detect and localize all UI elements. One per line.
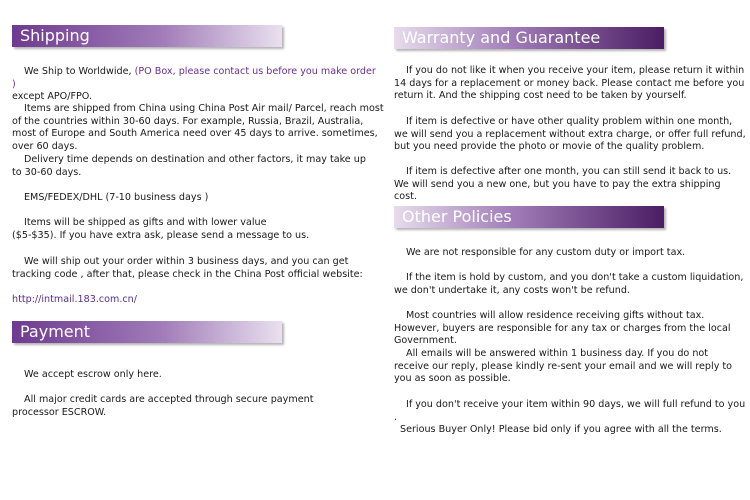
payment-paragraph-2: All major credit cards are accepted through secure payment processor ESCROW. [12, 394, 314, 418]
warranty-paragraph-3: If item is defective after one month, you can still send it back to us. We will send you a new one, but you have to pay the extra shipping cost. [394, 166, 732, 203]
policies-paragraph-6: Serious Buyer Only! Please bid only if you agree with all the terms. [400, 424, 722, 435]
payment-heading [12, 321, 282, 343]
policies-paragraph-4: All emails will be answered within 1 business day. If you do not receive our reply, please kindly re-sent your email and we will reply to you as soon as possible. [394, 348, 733, 385]
policies-paragraph-5: If you don't receive your item within 90 days, we will full refund to you . [394, 399, 746, 423]
warranty-paragraph-2: If item is defective or have other quality problem within one month, we will send you a replacement without extra charge, or offer full refund, but you need provide the photo or movie of the quality problem. [394, 116, 746, 153]
warranty-heading [394, 27, 664, 49]
policies-paragraph-2: If the item is hold by custom, and you don't take a custom liquidation, we don't undertake it, any costs won't be refund. [394, 272, 744, 296]
payment-heading-text: Payment [20, 322, 91, 341]
shipping-paragraph-2: Items are shipped from China using China Post Air mail/ Parcel, reach most of the countries within 30-60 days. For example, Russia, Brazil, Australia, most of Europe and South America need over 45 days to arrive. sometimes, over 60 days. [12, 103, 384, 152]
tracking-link[interactable]: http://intmail.183.com.cn/ [12, 294, 137, 305]
shipping-paragraph-6: We will ship out your order within 3 business days, and you can get tracking code , after that, please check in the China Post official website: [12, 256, 363, 280]
warranty-paragraph-1: If you do not like it when you receive your item, please return it within 14 days for a replacement or money back. Please contact me before you return it. And the shipping cost need to be taken by yourself. [394, 65, 745, 102]
shipping-paragraph-1: We Ship to Worldwide, (PO Box, please contact us before you make order ) except APO/FPO. [12, 66, 376, 103]
policies-paragraph-3: Most countries will allow residence receiving gifts without tax. However, buyers are responsible for any tax or charges from the local Government. [394, 310, 731, 347]
policies-paragraph-1: We are not responsible for any custom duty or import tax. [406, 247, 686, 258]
warranty-heading-text: Warranty and Guarantee [402, 28, 601, 47]
shipping-paragraph-5: Items will be shipped as gifts and with lower value ($5-$35). If you have extra ask, please send a message to us. [12, 217, 310, 241]
shipping-heading-text: Shipping [20, 26, 90, 45]
other-policies-heading-text: Other Policies [402, 207, 512, 226]
shipping-paragraph-3: Delivery time depends on destination and other factors, it may take up to 30-60 days. [12, 154, 366, 178]
payment-paragraph-1: We accept escrow only here. [24, 369, 162, 380]
other-policies-heading [394, 206, 664, 228]
po-box-note: (PO Box, please contact us before you make order ) [12, 66, 376, 90]
tracking-link-line [12, 294, 382, 307]
shipping-paragraph-4: EMS/FEDEX/DHL (7-10 business days ) [24, 192, 209, 203]
shipping-heading [12, 25, 282, 47]
